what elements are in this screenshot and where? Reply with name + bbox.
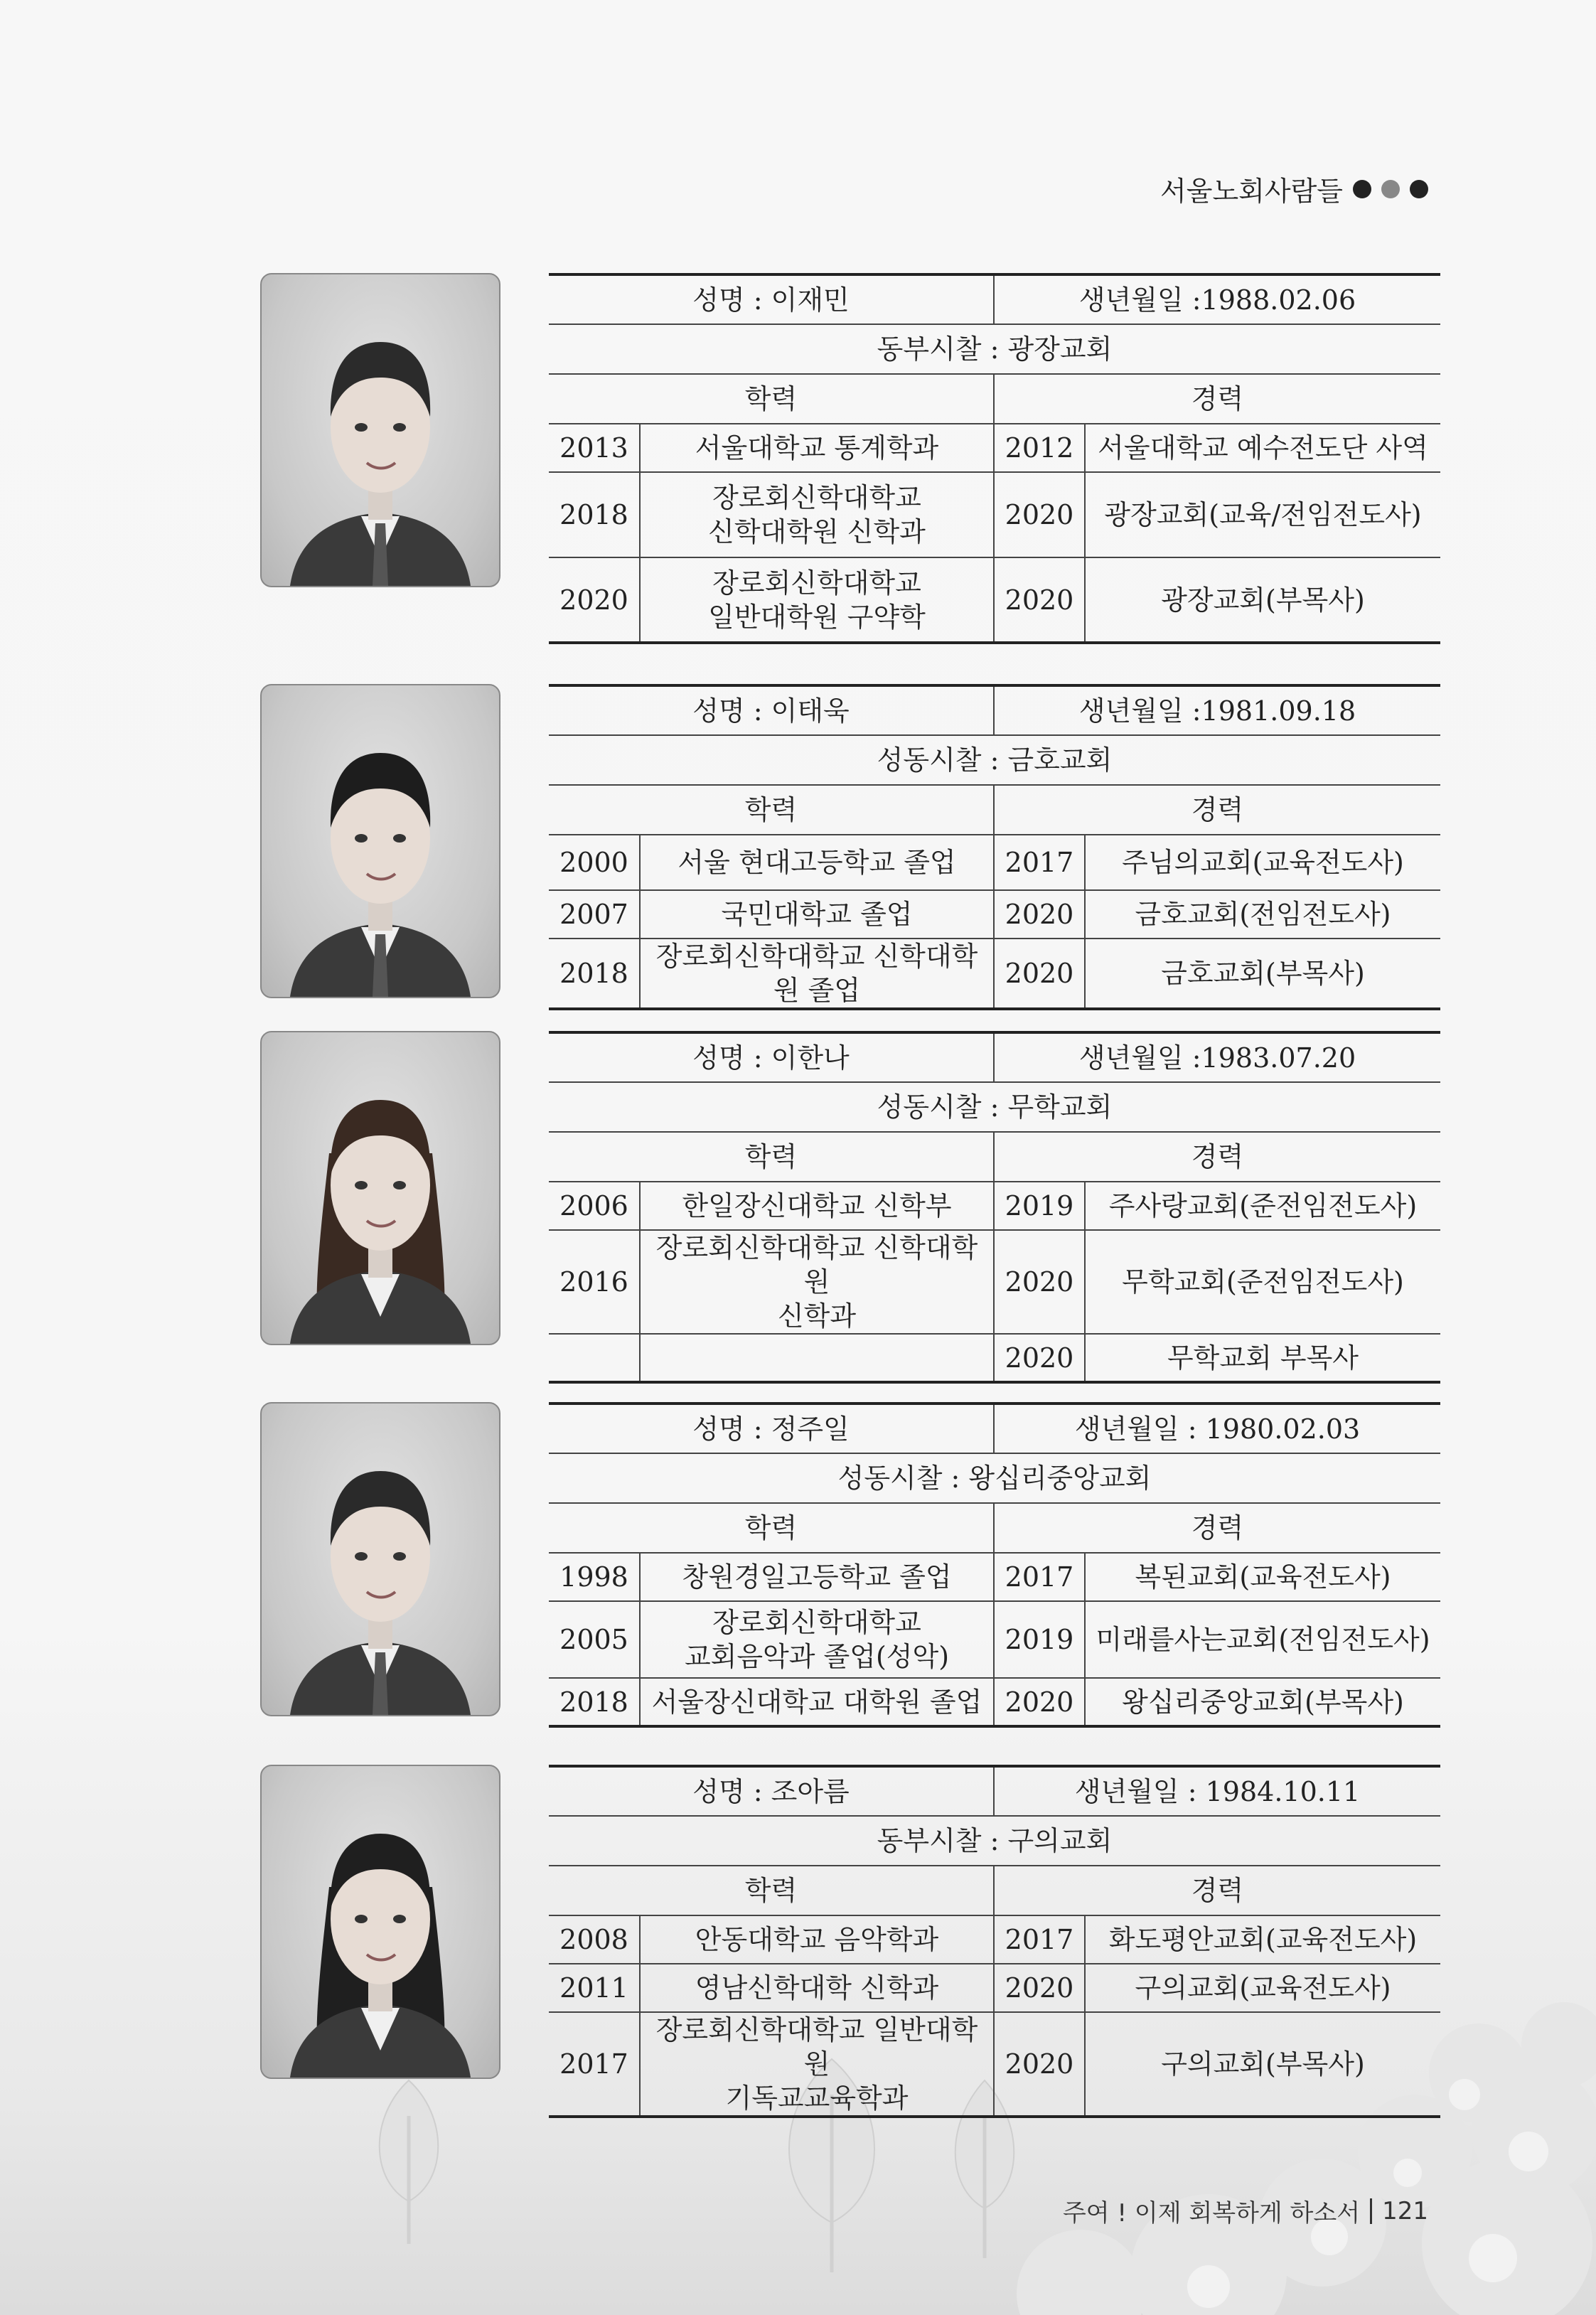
career-year: 2012	[994, 424, 1085, 472]
career-entry: 무학교회(준전임전도사)	[1085, 1230, 1440, 1334]
portrait-frame	[260, 1031, 500, 1345]
education-year: 2018	[549, 939, 640, 1009]
career-entry: 금호교회(전임전도사)	[1085, 890, 1440, 939]
portrait-photo	[262, 685, 499, 997]
portrait-photo	[262, 1032, 499, 1344]
education-year: 2006	[549, 1182, 640, 1230]
career-entry: 무학교회 부목사	[1085, 1334, 1440, 1382]
career-year: 2019	[994, 1182, 1085, 1230]
assignment-cell: 성동시찰 : 금호교회	[549, 735, 1440, 785]
profile-table	[549, 1765, 1440, 2118]
education-entry: 창원경일고등학교 졸업	[640, 1553, 994, 1601]
career-year: 2020	[994, 1230, 1085, 1334]
education-entry: 장로회신학대학교 신학대학원 신학과	[640, 472, 994, 557]
career-year: 2020	[994, 890, 1085, 939]
career-entry: 금호교회(부목사)	[1085, 939, 1440, 1009]
education-header: 학력	[549, 1503, 994, 1553]
table-row	[549, 1964, 1440, 2012]
career-entry: 주님의교회(교육전도사)	[1085, 835, 1440, 890]
career-year: 2020	[994, 557, 1085, 643]
education-year: 2013	[549, 424, 640, 472]
table-row	[549, 424, 1440, 472]
assignment-cell: 동부시찰 : 구의교회	[549, 1816, 1440, 1866]
career-header: 경력	[994, 374, 1440, 424]
table-row	[549, 1601, 1440, 1678]
name-cell: 성명 : 이태욱	[549, 685, 994, 735]
education-year: 2000	[549, 835, 640, 890]
dot-icon	[1410, 180, 1428, 198]
education-entry	[640, 1334, 994, 1382]
profile-table	[549, 684, 1440, 1010]
career-year: 2020	[994, 1334, 1085, 1382]
portrait-photo	[262, 274, 499, 586]
name-cell: 성명 : 정주일	[549, 1404, 994, 1453]
education-year: 2020	[549, 557, 640, 643]
education-entry: 장로회신학대학교 일반대학원 기독교교육학과	[640, 2012, 994, 2117]
page-number: 121	[1382, 2196, 1428, 2225]
education-year: 2005	[549, 1601, 640, 1678]
career-entry: 복된교회(교육전도사)	[1085, 1553, 1440, 1601]
page-footer	[1063, 2193, 1428, 2228]
footer-divider	[1370, 2198, 1372, 2224]
name-cell: 성명 : 조아름	[549, 1766, 994, 1816]
birth-cell: 생년월일 : 1980.02.03	[994, 1404, 1440, 1453]
table-row	[549, 1915, 1440, 1964]
education-header: 학력	[549, 1132, 994, 1182]
portrait-frame	[260, 1402, 500, 1716]
table-row	[549, 1230, 1440, 1334]
career-entry: 서울대학교 예수전도단 사역	[1085, 424, 1440, 472]
career-entry: 화도평안교회(교육전도사)	[1085, 1915, 1440, 1964]
education-entry: 영남신학대학 신학과	[640, 1964, 994, 2012]
dot-icon	[1353, 180, 1371, 198]
career-header: 경력	[994, 1866, 1440, 1915]
profile-table	[549, 1031, 1440, 1384]
career-year: 2017	[994, 835, 1085, 890]
birth-cell: 생년월일 :1988.02.06	[994, 274, 1440, 324]
career-entry: 구의교회(교육전도사)	[1085, 1964, 1440, 2012]
education-year: 2011	[549, 1964, 640, 2012]
table-row	[549, 1553, 1440, 1601]
education-year: 2016	[549, 1230, 640, 1334]
education-entry: 장로회신학대학교 일반대학원 구약학	[640, 557, 994, 643]
career-entry: 광장교회(교육/전임전도사)	[1085, 472, 1440, 557]
table-row	[549, 472, 1440, 557]
education-year: 2008	[549, 1915, 640, 1964]
career-entry: 미래를사는교회(전임전도사)	[1085, 1601, 1440, 1678]
portrait-frame	[260, 273, 500, 587]
education-entry: 장로회신학대학교 신학대학원 신학과	[640, 1230, 994, 1334]
birth-cell: 생년월일 :1983.07.20	[994, 1032, 1440, 1082]
birth-cell: 생년월일 :1981.09.18	[994, 685, 1440, 735]
career-year: 2020	[994, 1964, 1085, 2012]
career-header: 경력	[994, 1132, 1440, 1182]
footer-slogan: 주여 ! 이제 회복하게 하소서	[1062, 2199, 1361, 2228]
table-row	[549, 1678, 1440, 1726]
birth-cell: 생년월일 : 1984.10.11	[994, 1766, 1440, 1816]
education-entry: 안동대학교 음악학과	[640, 1915, 994, 1964]
education-year: 2007	[549, 890, 640, 939]
education-entry: 국민대학교 졸업	[640, 890, 994, 939]
assignment-cell: 성동시찰 : 왕십리중앙교회	[549, 1453, 1440, 1503]
career-year: 2020	[994, 472, 1085, 557]
assignment-cell: 동부시찰 : 광장교회	[549, 324, 1440, 374]
education-entry: 서울 현대고등학교 졸업	[640, 835, 994, 890]
education-header: 학력	[549, 374, 994, 424]
career-entry: 왕십리중앙교회(부목사)	[1085, 1678, 1440, 1726]
table-row	[549, 557, 1440, 643]
education-year: 2018	[549, 1678, 640, 1726]
career-entry: 구의교회(부목사)	[1085, 2012, 1440, 2117]
table-row	[549, 890, 1440, 939]
profile-table	[549, 1402, 1440, 1728]
education-year: 2018	[549, 472, 640, 557]
section-title: 서울노회사람들	[1160, 176, 1343, 207]
career-header: 경력	[994, 785, 1440, 835]
education-year	[549, 1334, 640, 1382]
career-header: 경력	[994, 1503, 1440, 1553]
education-header: 학력	[549, 785, 994, 835]
education-year: 1998	[549, 1553, 640, 1601]
education-entry: 서울대학교 통계학과	[640, 424, 994, 472]
career-year: 2019	[994, 1601, 1085, 1678]
career-entry: 주사랑교회(준전임전도사)	[1085, 1182, 1440, 1230]
assignment-cell: 성동시찰 : 무학교회	[549, 1082, 1440, 1132]
table-row	[549, 939, 1440, 1009]
dot-icon	[1381, 180, 1400, 198]
education-header: 학력	[549, 1866, 994, 1915]
portrait-frame	[260, 1765, 500, 2079]
career-year: 2020	[994, 2012, 1085, 2117]
table-row	[549, 1182, 1440, 1230]
career-year: 2020	[994, 1678, 1085, 1726]
education-entry: 장로회신학대학교 신학대학원 졸업	[640, 939, 994, 1009]
portrait-photo	[262, 1404, 499, 1715]
section-header	[1160, 169, 1428, 208]
education-entry: 장로회신학대학교 교회음악과 졸업(성악)	[640, 1601, 994, 1678]
table-row	[549, 1334, 1440, 1382]
name-cell: 성명 : 이한나	[549, 1032, 994, 1082]
name-cell: 성명 : 이재민	[549, 274, 994, 324]
career-entry: 광장교회(부목사)	[1085, 557, 1440, 643]
education-year: 2017	[549, 2012, 640, 2117]
profile-table	[549, 273, 1440, 644]
career-year: 2017	[994, 1553, 1085, 1601]
education-entry: 한일장신대학교 신학부	[640, 1182, 994, 1230]
career-year: 2020	[994, 939, 1085, 1009]
table-row	[549, 835, 1440, 890]
portrait-frame	[260, 684, 500, 998]
portrait-photo	[262, 1766, 499, 2078]
career-year: 2017	[994, 1915, 1085, 1964]
education-entry: 서울장신대학교 대학원 졸업	[640, 1678, 994, 1726]
table-row	[549, 2012, 1440, 2117]
